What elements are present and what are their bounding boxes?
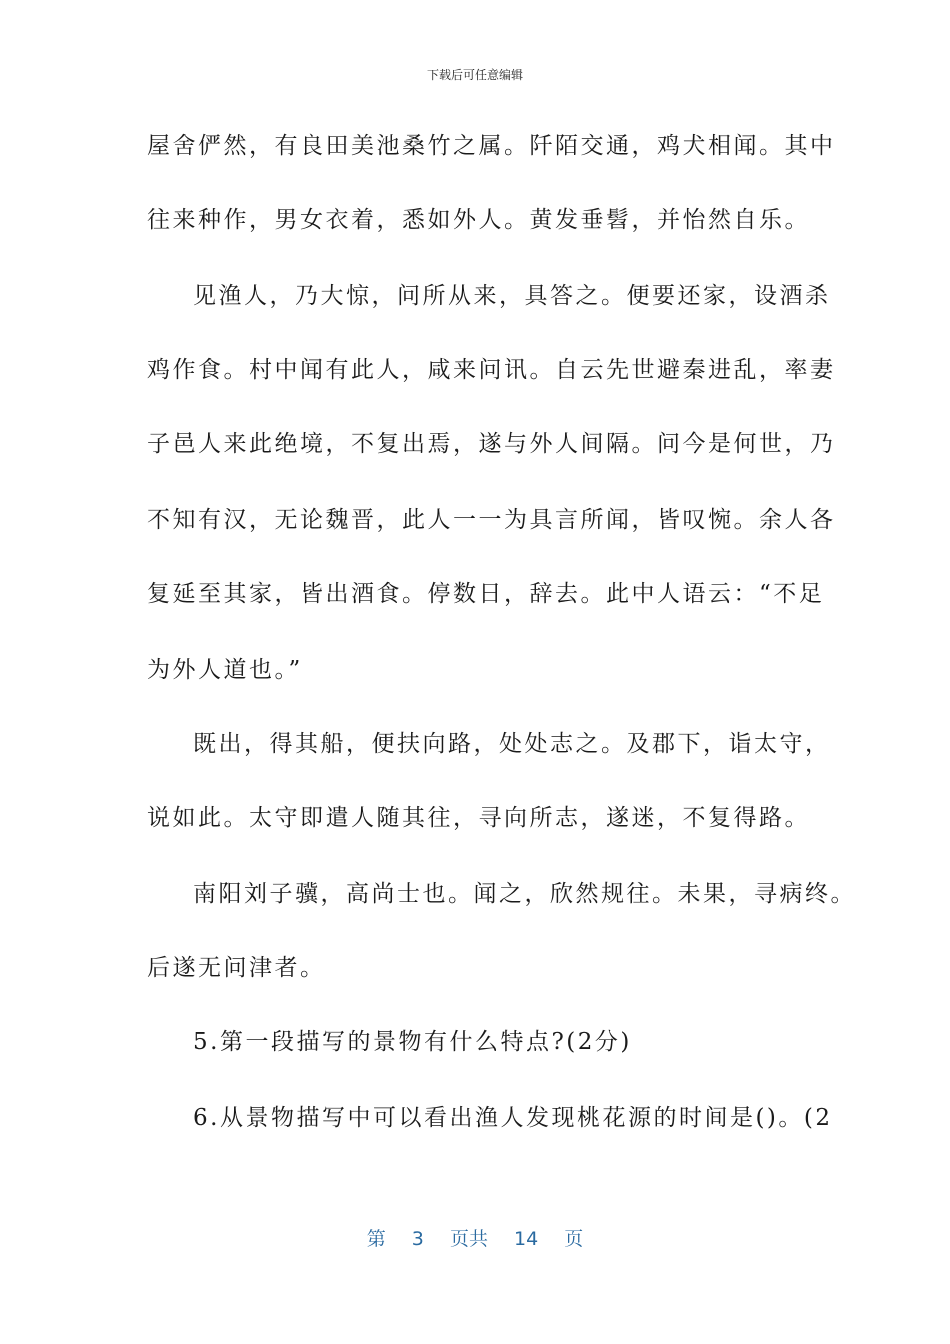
text-line: 后遂无问津者。 — [147, 955, 326, 981]
footer-prefix: 第 — [366, 1228, 386, 1250]
footer-total-pages: 14 — [514, 1228, 539, 1250]
text-line: 复延至其家，皆出酒食。停数日，辞去。此中人语云：“不足 — [147, 581, 825, 607]
text-line: 南阳刘子骥，高尚士也。闻之，欣然规往。未果，寻病终。 — [193, 881, 856, 907]
text-line: 鸡作食。村中闻有此人，咸来问讯。自云先世避秦进乱，率妻 — [147, 357, 836, 383]
text-line: 为外人道也。” — [147, 657, 303, 683]
text-line: 见渔人，乃大惊，问所从来，具答之。便要还家，设酒杀 — [193, 283, 831, 309]
text-line: 往来种作，男女衣着，悉如外人。黄发垂髫，并怡然自乐。 — [147, 207, 810, 233]
text-line: 子邑人来此绝境，不复出焉，遂与外人间隔。问今是何世，乃 — [147, 431, 836, 457]
question-5: 5.第一段描写的景物有什么特点?(2分) — [193, 1029, 632, 1055]
footer-suffix: 页 — [564, 1228, 584, 1250]
page-number-footer — [0, 1224, 950, 1251]
text-line: 说如此。太守即遣人随其往，寻向所志，遂迷，不复得路。 — [147, 805, 810, 831]
text-line: 不知有汉，无论魏晋，此人一一为具言所闻，皆叹惋。余人各 — [147, 507, 836, 533]
question-6: 6.从景物描写中可以看出渔人发现桃花源的时间是()。(2 — [193, 1105, 833, 1131]
footer-current-page: 3 — [411, 1228, 424, 1250]
text-line: 屋舍俨然，有良田美池桑竹之属。阡陌交通，鸡犬相闻。其中 — [147, 133, 836, 159]
footer-middle: 页共 — [449, 1228, 488, 1250]
text-line: 既出，得其船，便扶向路，处处志之。及郡下，诣太守， — [193, 731, 831, 757]
page-header-note: 下载后可任意编辑 — [426, 68, 523, 82]
